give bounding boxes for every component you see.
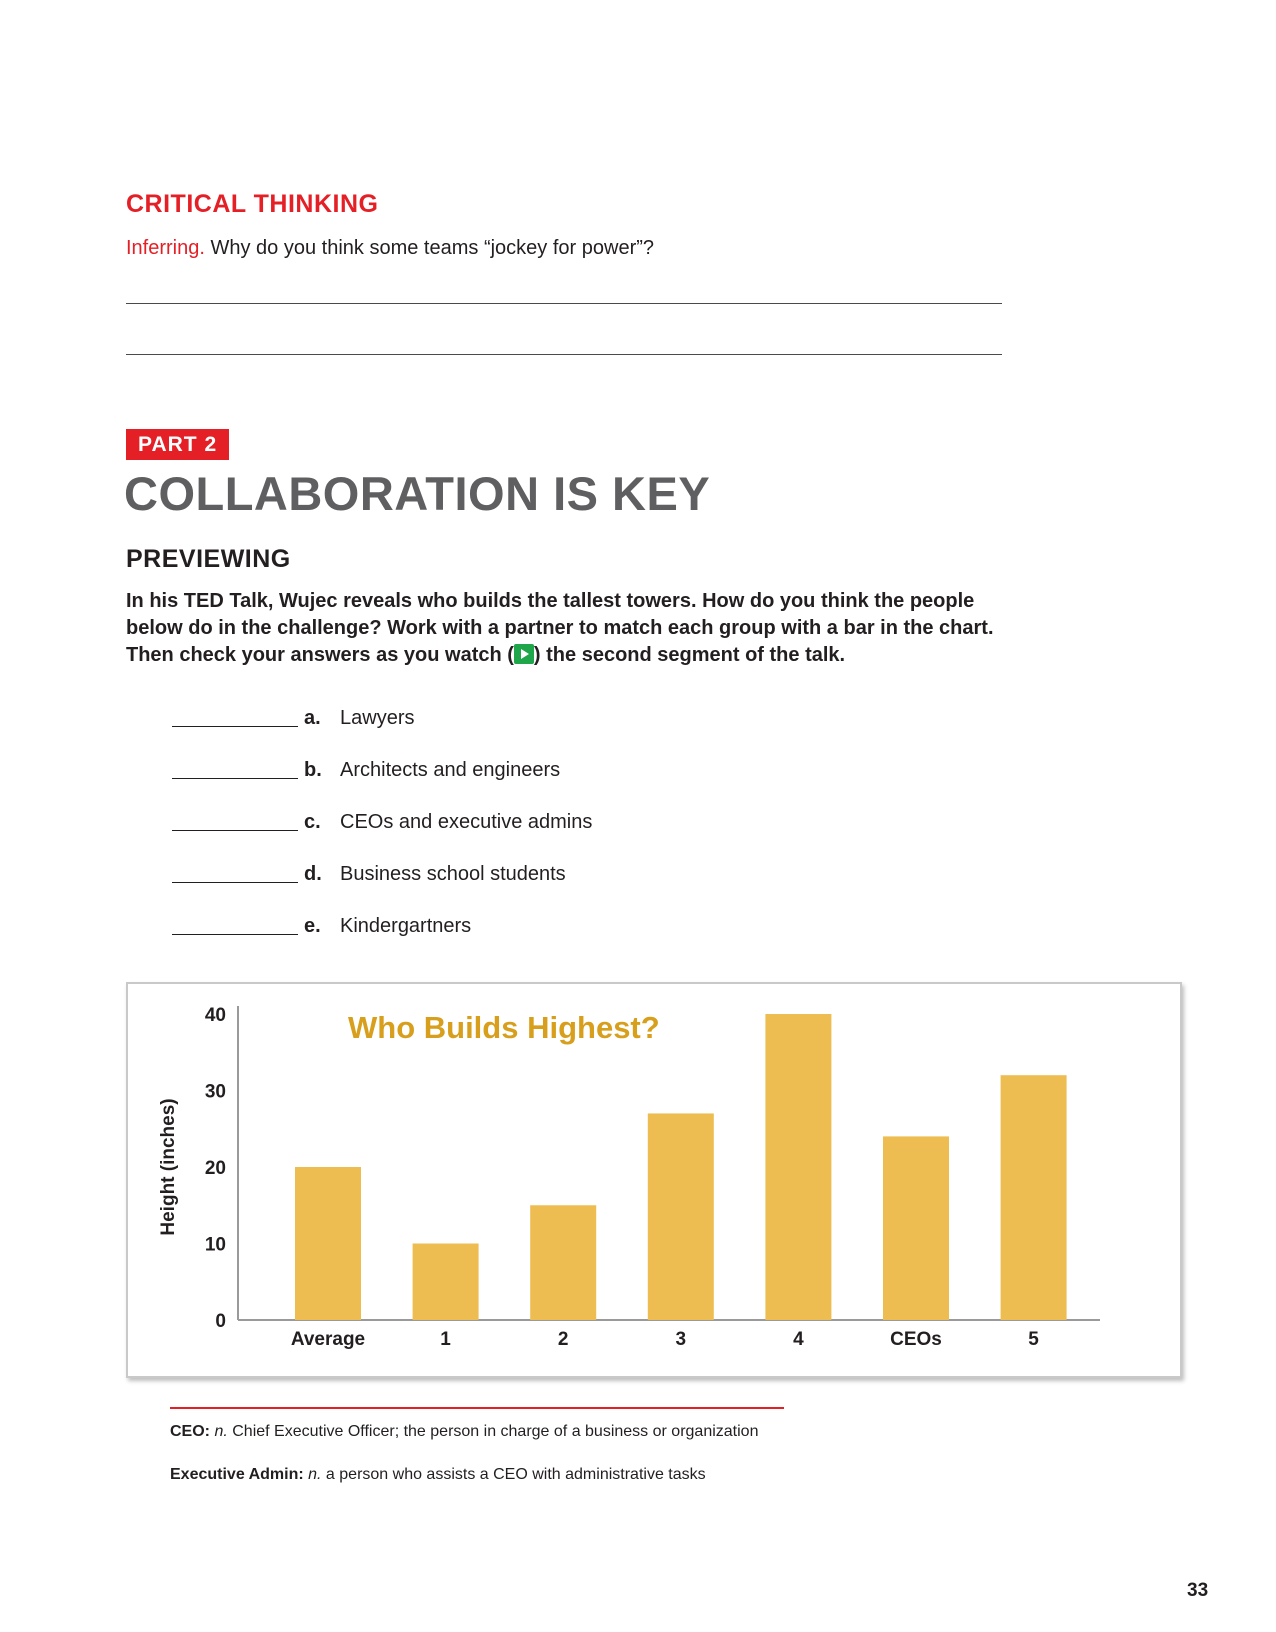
play-icon: [514, 644, 534, 664]
x-tick-label: 2: [557, 1329, 569, 1350]
list-item: [172, 796, 592, 848]
chart-bar: [648, 1113, 714, 1320]
chart-bar: [765, 1014, 831, 1320]
part-title: COLLABORATION IS KEY: [124, 467, 711, 520]
glossary-definition: Chief Executive Officer; the person in charge of a business or organization: [232, 1423, 759, 1440]
item-text: Lawyers: [340, 706, 415, 729]
answer-blank[interactable]: [172, 934, 298, 935]
y-tick-label: 40: [204, 1005, 226, 1026]
glossary-entry-executive-admin: [170, 1466, 706, 1484]
answer-line-2[interactable]: [126, 354, 1002, 355]
chart-bar: [295, 1167, 361, 1320]
bar-chart-panel: [126, 982, 1182, 1378]
part-badge: PART 2: [126, 429, 229, 460]
footnote-divider: [170, 1407, 784, 1409]
glossary-entry-ceo: [170, 1423, 758, 1441]
x-tick-label: Average: [290, 1329, 366, 1350]
item-text: Architects and engineers: [340, 758, 561, 781]
glossary-definition: a person who assists a CEO with administrative tasks: [325, 1466, 706, 1483]
chart-bar: [883, 1136, 949, 1320]
match-list: [172, 692, 592, 952]
item-letter: b.: [304, 758, 322, 781]
x-tick-label: CEOs: [890, 1329, 942, 1350]
list-item: [172, 692, 592, 744]
question-label: Inferring.: [126, 237, 205, 259]
chart-bar: [530, 1205, 596, 1320]
glossary-term: CEO:: [170, 1423, 210, 1440]
critical-thinking-question: [126, 237, 654, 260]
instructions-text-before: In his TED Talk, Wujec reveals who builds the tallest towers. How do you think the people below do in the challenge? Work with a partner to match each group with a bar in the chart. Then check your answers as you watch (: [126, 590, 994, 666]
question-text: Why do you think some teams “jockey for power”?: [210, 237, 655, 259]
list-item: [172, 744, 592, 796]
y-tick-label: 0: [215, 1311, 226, 1332]
glossary-pos: n.: [214, 1423, 228, 1440]
item-text: Business school students: [340, 862, 566, 885]
x-tick-label: 3: [675, 1329, 687, 1350]
chart-bar: [1001, 1075, 1067, 1320]
x-tick-label: 1: [440, 1329, 451, 1350]
bar-chart: [128, 984, 1180, 1376]
glossary-pos: n.: [308, 1466, 322, 1483]
y-tick-label: 30: [204, 1081, 226, 1103]
previewing-heading: PREVIEWING: [126, 545, 291, 573]
item-letter: a.: [304, 706, 321, 729]
answer-blank[interactable]: [172, 726, 298, 727]
item-letter: e.: [304, 914, 321, 937]
y-tick-label: 10: [204, 1234, 226, 1256]
answer-blank[interactable]: [172, 882, 298, 883]
item-letter: d.: [304, 862, 322, 885]
item-letter: c.: [304, 810, 321, 833]
x-tick-label: 4: [793, 1329, 804, 1350]
x-tick-label: 5: [1028, 1329, 1039, 1350]
glossary-term: Executive Admin:: [170, 1466, 304, 1483]
chart-title: Who Builds Highest?: [348, 1010, 660, 1045]
instructions-text-after: ) the second segment of the talk.: [533, 644, 846, 666]
page-number: 33: [1187, 1580, 1209, 1601]
critical-thinking-heading: CRITICAL THINKING: [126, 190, 379, 218]
answer-blank[interactable]: [172, 830, 298, 831]
item-text: CEOs and executive admins: [340, 810, 593, 833]
answer-line-1[interactable]: [126, 303, 1002, 304]
list-item: [172, 900, 592, 952]
y-axis-label: Height (inches): [158, 1098, 179, 1236]
chart-bar: [413, 1244, 479, 1321]
y-tick-label: 20: [204, 1158, 226, 1179]
item-text: Kindergartners: [340, 914, 472, 937]
previewing-instructions: [126, 588, 1026, 669]
list-item: [172, 848, 592, 900]
answer-blank[interactable]: [172, 778, 298, 779]
